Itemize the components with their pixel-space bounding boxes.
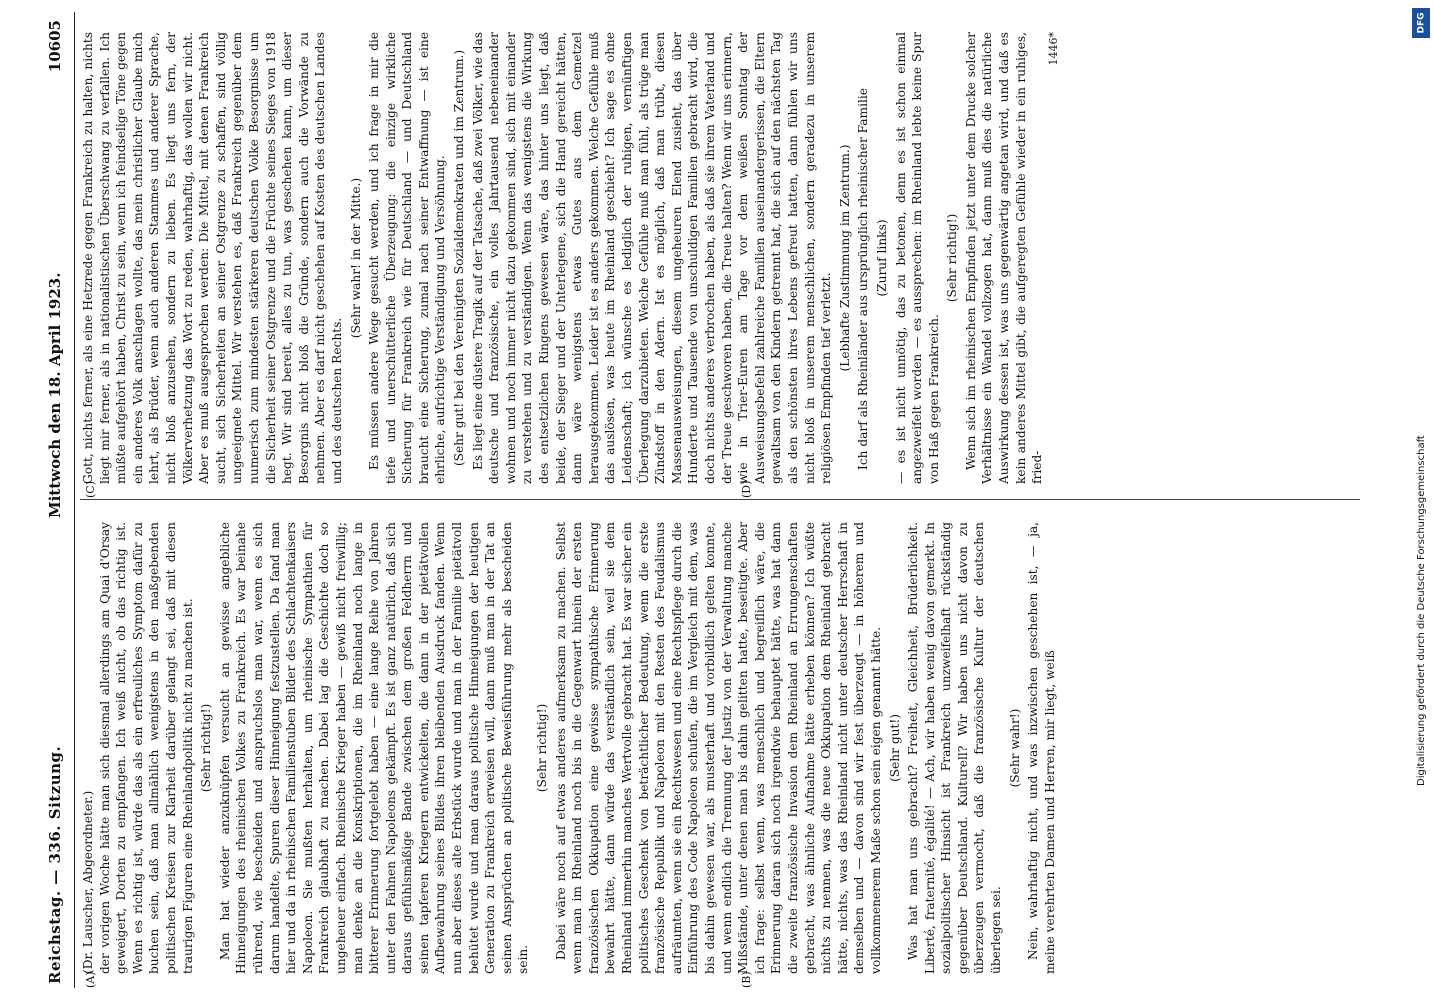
margin-marker-d: (D): [740, 480, 753, 498]
paragraph: Man hat wieder anzuknüpfen versucht an gewisse angebliche Hinneigungen des rheinischen Volkes zu Frankreich. Es war beinahe rührend, wie bescheiden und anspruchslos man war, wenn es sich darum handelte, Spuren dieser Hinneigung festzustellen. Da fand man hier und da in rheinischen Familienstuben Bilder des Schlachtenkaisers Napoleon. Sie mußten herhalten, um rheinische Sympathien für Frankreich glaubhaft zu machen. Dabei lag die Geschichte doch so ungeheuer einfach. Rheinische Krieger haben — gewiß nicht freiwillig; man denke an die Konskriptionen, die im Rheinland noch lange in bitterer Erinnerung fortgelebt haben — eine lange Reihe von Jahren unter den Fahnen Napoleons gekämpft. Es ist ganz natürlich, daß sich daraus gefühlsmäßige Bande zwischen dem großen Feldherrn und seinen tapferen Kriegern entwickelten, die dann in der pietätvollen Aufbewahrung seines Bildes ihren bleibenden Ausdruck fanden. Wenn nun aber dieses alte Erbstück wurde und man in der Familie pietätvoll behütet wurde und man daraus politische Hinneigungen der heutigen Generation zu Frankreich erweisen will, dann muß man in der Tat an seinen Ansprüchen an politische Beweisführung mehr als bescheiden sein.: [217, 522, 531, 974]
interjection: (Zuruf links): [874, 219, 889, 297]
paragraph: — es ist nicht unnötig, das zu betonen, denn es ist schon einmal angezweifelt worden — es aussprechen: im Rheinland lebte keine Spur von Haß gegen Frankreich.: [893, 32, 941, 484]
right-column: [80, 32, 1362, 484]
paragraph: Es müssen andere Wege gesucht werden, und ich frage in mir die tiefe und unerschütterliche Überzeugung: die einzige wirkliche Sicherung für Frankreich wie für Deutschland — und Deutschland braucht eine Sicherung, zumal nach seiner Entwaffnung — ist eine ehrliche, aufrichtige Verständigung und Versöhnung.: [367, 32, 448, 484]
page-header: [40, 12, 74, 988]
interjection: (Sehr wahr!): [1007, 708, 1022, 788]
margin-marker-b: (B): [740, 971, 753, 988]
interjection: (Sehr richtig!): [945, 213, 960, 303]
paragraph: Wenn sich im rheinischen Empfinden jetzt unter dem Drucke solcher Verhältnisse ein Wandel vollzogen hat, dann muß dies die natürliche Auswirkung dessen ist, was uns gegenwärtig angetan wird, und daß es kein anderes Mittel gibt, die aufgeregten Gefühle wieder in ein ruhiges, fried-: [963, 32, 1045, 484]
paragraph: Gott, nichts ferner, als eine Hetzrede gegen Frankreich zu halten, nichts liegt mir ferner, als in nationalistischen Überschwang zu verfallen. Ich müßte aufgehört haben, Christ zu sein, wenn ich feindselige Töne gegen ein anderes Volk anschlagen wollte, das mein christlicher Glaube mich lehrt, als Brüder, wenn auch anderen Stammes und anderer Sprache, nicht bloß anzusehen, sondern zu lieben. Es liegt uns fern, der Völkerverhetzung das Wort zu reden, wahrhaftig, das wollen wir nicht. Aber es muß ausgesprochen werden: Die Mittel, mit denen Frankreich sucht, sich Sicherheiten an seiner Ostgrenze zu schaffen, sind völlig ungeeignete Mittel. Wir verstehen es, daß Frankreich gegenüber dem numerisch zum mindesten stärkeren deutschen Volke Besorgnisse um die Sicherheit seiner Ostgrenze und die Früchte seines Sieges von 1918 hegt. Wir sind bereit, alles zu tun, was geschehen kann, um dieser Besorgnis nicht bloß die Gründe, sondern auch die Vorwände zu nehmen. Aber es darf nicht geschehen auf Kosten des deutschen Landes und des deutschen Rechts.: [81, 32, 344, 484]
margin-marker-a: (A): [84, 971, 97, 988]
header-session: Reichstag. — 336. Sitzung.: [46, 745, 64, 984]
paragraph: der vorigen Woche hätte man sich diesmal allerdings am Quai d'Orsay geweigert, Dorten zu empfangen. Ich weiß nicht, ob das richtig ist. Wenn es richtig ist, würde das als ein erfreuliches Symptom dafür zu buchen sein, daß man allmählich wenigstens in den maßgebenden politischen Kreisen zur Klarheit darüber gelangt sei, daß mit diesen traurigen Figuren eine Rheinlandpolitik nicht zu machen ist.: [97, 522, 195, 974]
header-page-number: 10605: [46, 20, 64, 73]
left-column: [80, 522, 1362, 974]
column-divider: [80, 499, 1360, 500]
interjection: (Sehr richtig!): [199, 703, 214, 793]
dfg-logo: DFG: [1412, 8, 1430, 38]
funding-note: Digitalisierung gefördert durch die Deutsche Forschungsgemeinschaft: [1416, 435, 1427, 786]
paragraph: Dabei wäre noch auf etwas anderes aufmerksam zu machen. Selbst wenn man im Rheinland noch bis in die Gegenwart hinein der ersten französischen Okkupation eine gewisse sympathische Erinnerung bewahrt hätte, dann würde das verständlich sein, weil sie dem Rheinland immerhin manches Wertvolle gebracht hat. Es war sicher ein politisches Geschenk von beträchtlicher Bedeutung, wenn die erste französische Republik und Napoleon mit den Resten des Feudalismus aufräumten, wenn sie ein Rechtswesen und eine Rechtspflege durch die Einführung des Code Napoleon schufen, die im Vergleich mit dem, was bis dahin gewesen war, als musterhaft und vorbildlich gelten konnte, und wenn endlich die Trennung der Justiz von der Verwaltung manche Mißstände, unter denen man bis dahin gelitten hatte, beseitigte. Aber ich frage: selbst wenn, was menschlich und begreiflich wäre, die Erinnerung daran sich noch irgendwie behauptet hätte, was hat dann die zweite französische Invasion dem Rheinland an Errungenschaften gebracht, was ähnliche Aufnahme hätte erheben können? Ich wüßte nichts zu nennen, was die neue Okkupation dem Rheinland gebracht hätte, nichts, was das Rheinland nicht unter deutscher Herrschaft in demselben und — davon sind wir fest überzeugt — in höherem und vollkommenerem Maße schon sein eigen genannt hätte.: [553, 522, 883, 974]
interjection: (Sehr richtig!): [535, 703, 550, 793]
interjection: (Lebhafte Zustimmung im Zentrum.): [837, 144, 852, 372]
paragraph: Es liegt eine düstere Tragik auf der Tatsache, daß zwei Völker, wie das deutsche und französische, ein volles Jahrtausend nebeneinander wohnen und noch immer nicht dazu gekommen sind, sich mit einander zu verstehen und zu verständigen. Wenn das wenigstens die Wirkung des entsetzlichen Ringens gewesen wäre, das hinter uns liegt, daß beide, der Sieger und der Unterlegene, sich die Hand gereicht hätten, dann wäre wenigstens etwas Gutes aus dem Gemetzel herausgekommen. Leider ist es anders gekommen. Welche Gefühle muß das auslösen, was heute im Rheinland geschieht? Ich sage es ohne Leidenschaft; ich wünsche es lediglich der ruhigen, vernünftigen Überlegung darzubieten. Welche Gefühle muß man fühl, als trüge man Zündstoff in den Adern. Ist es möglich, daß man trübt, diesen Massenausweisungen, diesem ungeheuren Elend zusieht, das über Hunderte und Tausende von unschuldigen Familien gebracht wird, die doch nichts anderes verbrochen haben, als daß sie ihrem Vaterland und der Treue geschworen haben, die Treue halten? Wenn wir uns erinnern, wie in Trier-Euren am Tage vor dem weißen Sonntag der Ausweisungsbefehl zahlreiche Familien auseinandergerissen, die Eltern gewaltsam von den Kindern getrennt hat, die sich auf den nächsten Tag als den schönsten ihres Lebens gefreut hatten, dann fühlen wir uns nicht bloß in unserem menschlichen, sondern geradezu in unserem religiösen Empfinden tief verletzt.: [470, 32, 834, 484]
signature-mark: 1446*: [1046, 32, 1060, 66]
rotated-page-content: [40, 12, 1370, 988]
interjection: (Sehr wahr! in der Mitte.): [348, 177, 363, 339]
paragraph: Was hat man uns gebracht? Freiheit, Gleichheit, Brüderlichkeit. Liberté, fraternité, égalité! — Ach, wir haben wenig davon gemerkt. In sozialpolitischer Hinsicht ist Frankreich unzweifelhaft rückständig gegenüber Deutschland. Kulturell? Wir haben uns nicht davon zu überzeugen vermocht, daß die französische Kultur der deutschen überlegen sei.: [906, 522, 1004, 974]
digitization-sidebar: [1410, 6, 1434, 996]
interjection: (Sehr gut! bei den Vereinigten Sozialdemokraten und im Zentrum.): [452, 49, 467, 467]
paragraph: Nein, wahrhaftig nicht, und was inzwischen geschehen ist, — ja, meine verehrten Damen und Herren, mir liegt, weiß: [1026, 522, 1057, 974]
header-rule: [74, 12, 75, 988]
paragraph: Ich darf als Rheinländer aus ursprünglich rheinischer Familie: [856, 87, 871, 470]
margin-marker-c: (C): [84, 481, 97, 498]
interjection: (Sehr gut!): [887, 713, 902, 783]
header-date: Mittwoch den 18. April 1923.: [46, 272, 64, 518]
speaker-label: (Dr. Lauscher, Abgeordneter.): [81, 790, 95, 974]
